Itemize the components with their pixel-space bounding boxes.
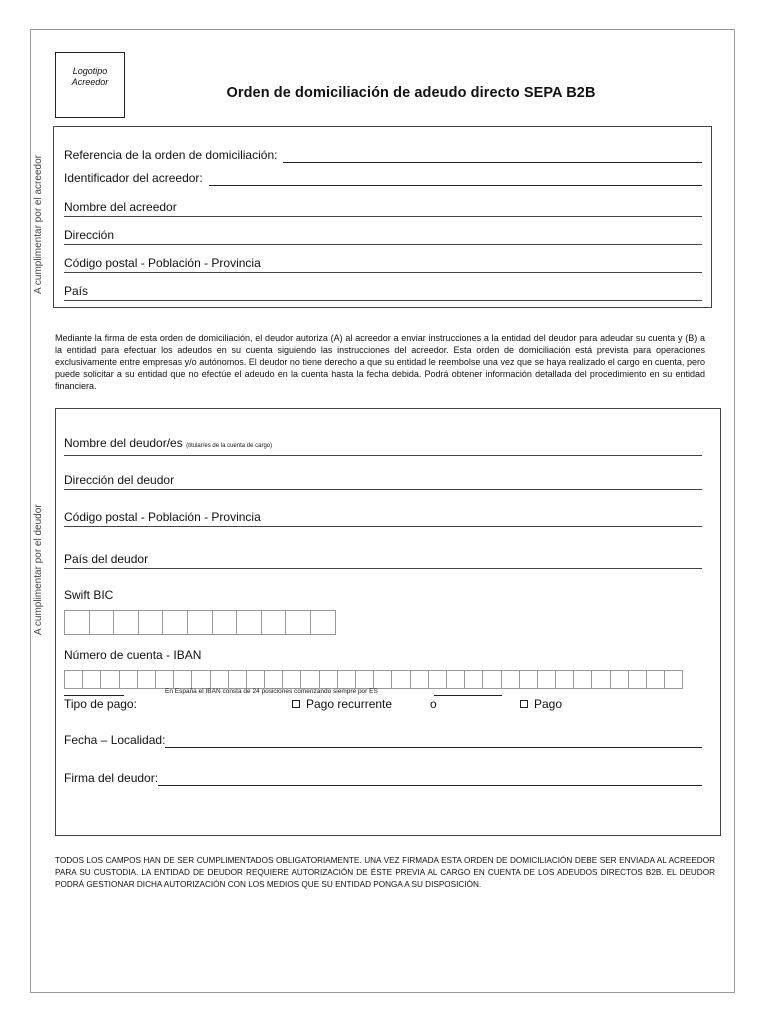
iban-char-box[interactable] bbox=[229, 671, 247, 688]
debtor-name-label: Nombre del deudor/es bbox=[64, 436, 183, 450]
creditor-address-label: Dirección bbox=[64, 228, 115, 242]
iban-char-box[interactable] bbox=[120, 671, 138, 688]
creditor-side-label: A cumplimentar por el acreedor bbox=[33, 155, 44, 294]
iban-char-box[interactable] bbox=[538, 671, 556, 688]
iban-char-box[interactable] bbox=[556, 671, 574, 688]
swift-char-box[interactable] bbox=[65, 611, 90, 634]
iban-char-box[interactable] bbox=[174, 671, 192, 688]
single-payment-option[interactable] bbox=[520, 697, 562, 711]
creditor-id-label: Identificador del acreedor: bbox=[64, 171, 203, 185]
iban-char-box[interactable] bbox=[374, 671, 392, 688]
signature-line[interactable] bbox=[158, 773, 702, 786]
swift-char-box[interactable] bbox=[311, 611, 336, 634]
iban-char-box[interactable] bbox=[320, 671, 338, 688]
iban-note-line-right bbox=[434, 695, 502, 696]
recurring-payment-label: Pago recurrente bbox=[306, 697, 393, 711]
iban-char-box[interactable] bbox=[502, 671, 520, 688]
date-place-line[interactable] bbox=[165, 735, 702, 748]
iban-char-box[interactable] bbox=[411, 671, 429, 688]
iban-char-box[interactable] bbox=[429, 671, 447, 688]
creditor-postal-label: Código postal - Población - Provincia bbox=[64, 256, 261, 270]
iban-char-box[interactable] bbox=[392, 671, 410, 688]
or-text: o bbox=[430, 697, 437, 711]
iban-char-box[interactable] bbox=[101, 671, 119, 688]
swift-char-box[interactable] bbox=[262, 611, 287, 634]
iban-char-box[interactable] bbox=[265, 671, 283, 688]
iban-char-box[interactable] bbox=[647, 671, 665, 688]
creditor-name-label: Nombre del acreedor bbox=[64, 200, 177, 214]
debtor-address-label: Dirección del deudor bbox=[64, 473, 175, 487]
swift-char-box[interactable] bbox=[139, 611, 164, 634]
debtor-address-field[interactable] bbox=[64, 473, 702, 490]
swift-char-box[interactable] bbox=[90, 611, 115, 634]
creditor-id-line[interactable] bbox=[209, 173, 702, 186]
mandate-reference-line[interactable] bbox=[283, 150, 702, 163]
iban-char-box[interactable] bbox=[192, 671, 210, 688]
document-title: Orden de domiciliación de adeudo directo SEPA B2B bbox=[226, 85, 596, 101]
iban-char-box[interactable] bbox=[283, 671, 301, 688]
iban-label: Número de cuenta - IBAN bbox=[64, 648, 202, 662]
creditor-name-field[interactable] bbox=[64, 200, 702, 217]
debtor-side-label: A cumplimentar por el deudor bbox=[33, 504, 44, 635]
single-payment-checkbox[interactable] bbox=[520, 700, 528, 708]
logo-text-line1: Logotipo bbox=[72, 66, 108, 76]
date-place-label: Fecha – Localidad: bbox=[64, 733, 166, 747]
signature-field[interactable] bbox=[64, 771, 702, 786]
creditor-id-field[interactable] bbox=[64, 171, 702, 186]
iban-char-box[interactable] bbox=[247, 671, 265, 688]
swift-char-box[interactable] bbox=[286, 611, 311, 634]
swift-char-box[interactable] bbox=[213, 611, 238, 634]
iban-char-box[interactable] bbox=[629, 671, 647, 688]
footer-notice: TODOS LOS CAMPOS HAN DE SER CUMPLIMENTADOS OBLIGATORIAMENTE. UNA VEZ FIRMADA ESTA ORDEN DE DOMICILIACIÓN DEBE SER ENVIADA AL ACREEDOR PARA SU CUSTODIA. LA ENTIDAD DE DEUDOR REQUIERE AUTORIZACIÓN DE ÉSTE PREVIA AL CARGO EN CUENTA DE LOS ADEUDOS DIRECTOS B2B. EL DEUDOR PODRÁ GESTIONAR DICHA AUTORIZACIÓN CON LOS MEDIOS QUE SU ENTIDAD PONGA A SU DISPOSICIÓN. bbox=[55, 856, 715, 889]
creditor-country-field[interactable] bbox=[64, 284, 702, 301]
single-payment-label: Pago bbox=[534, 697, 563, 711]
swift-char-box[interactable] bbox=[237, 611, 262, 634]
iban-char-box[interactable] bbox=[211, 671, 229, 688]
iban-char-box[interactable] bbox=[447, 671, 465, 688]
date-place-field[interactable] bbox=[64, 733, 702, 748]
signature-label: Firma del deudor: bbox=[64, 771, 159, 785]
debtor-name-note: (titular/es de la cuenta de cargo) bbox=[186, 443, 273, 449]
iban-char-box[interactable] bbox=[156, 671, 174, 688]
creditor-address-field[interactable] bbox=[64, 228, 702, 245]
mandate-reference-label: Referencia de la orden de domiciliación: bbox=[64, 148, 278, 162]
recurring-payment-checkbox[interactable] bbox=[292, 700, 300, 708]
debtor-name-field[interactable] bbox=[64, 436, 702, 456]
iban-char-box[interactable] bbox=[520, 671, 538, 688]
swift-bic-label: Swift BIC bbox=[64, 588, 114, 602]
iban-char-box[interactable] bbox=[138, 671, 156, 688]
iban-note-line-left bbox=[64, 695, 124, 696]
iban-char-box[interactable] bbox=[83, 671, 101, 688]
iban-char-box[interactable] bbox=[338, 671, 356, 688]
mandate-reference-field[interactable] bbox=[64, 148, 702, 163]
iban-char-box[interactable] bbox=[592, 671, 610, 688]
debtor-country-label: País del deudor bbox=[64, 552, 149, 566]
iban-char-box[interactable] bbox=[483, 671, 501, 688]
debtor-postal-field[interactable] bbox=[64, 510, 702, 527]
logo-text-line2: Acreedor bbox=[71, 77, 109, 87]
iban-char-box[interactable] bbox=[65, 671, 83, 688]
iban-char-box[interactable] bbox=[356, 671, 374, 688]
payment-type-label: Tipo de pago: bbox=[64, 697, 137, 711]
iban-char-box[interactable] bbox=[665, 671, 683, 688]
recurring-payment-option[interactable] bbox=[292, 697, 392, 711]
iban-char-box[interactable] bbox=[301, 671, 319, 688]
swift-char-box[interactable] bbox=[163, 611, 188, 634]
debtor-postal-label: Código postal - Población - Provincia bbox=[64, 510, 261, 524]
creditor-country-label: País bbox=[64, 284, 89, 298]
debtor-country-field[interactable] bbox=[64, 552, 702, 569]
creditor-postal-field[interactable] bbox=[64, 256, 702, 273]
swift-char-box[interactable] bbox=[114, 611, 139, 634]
iban-boxes[interactable] bbox=[64, 670, 683, 689]
iban-char-box[interactable] bbox=[574, 671, 592, 688]
iban-char-box[interactable] bbox=[465, 671, 483, 688]
iban-char-box[interactable] bbox=[611, 671, 629, 688]
swift-bic-boxes[interactable] bbox=[64, 610, 336, 635]
authorization-paragraph: Mediante la firma de esta orden de domiciliación, el deudor autoriza (A) al acreedor a enviar instrucciones a la entidad del deudor para adeudar su cuenta y (B) a la entidad para efectuar los adeudos en su cuenta siguiendo las instrucciones del acreedor. Esta orden de domiciliación está prevista para operaciones exclusivamente entre empresas y/o autónomos. El deudor no tiene derecho a que su entidad le reembolse una vez que se haya realizado el cargo en cuenta, pero puede solicitar a su entidad que no efectúe el adeudo en la cuenta hasta la fecha debida. Podrá obtener información detallada del procedimiento en su entidad financiera. bbox=[55, 333, 705, 391]
swift-char-box[interactable] bbox=[188, 611, 213, 634]
iban-note: En España el IBAN consta de 24 posiciones comenzando siempre por ES bbox=[165, 688, 378, 695]
